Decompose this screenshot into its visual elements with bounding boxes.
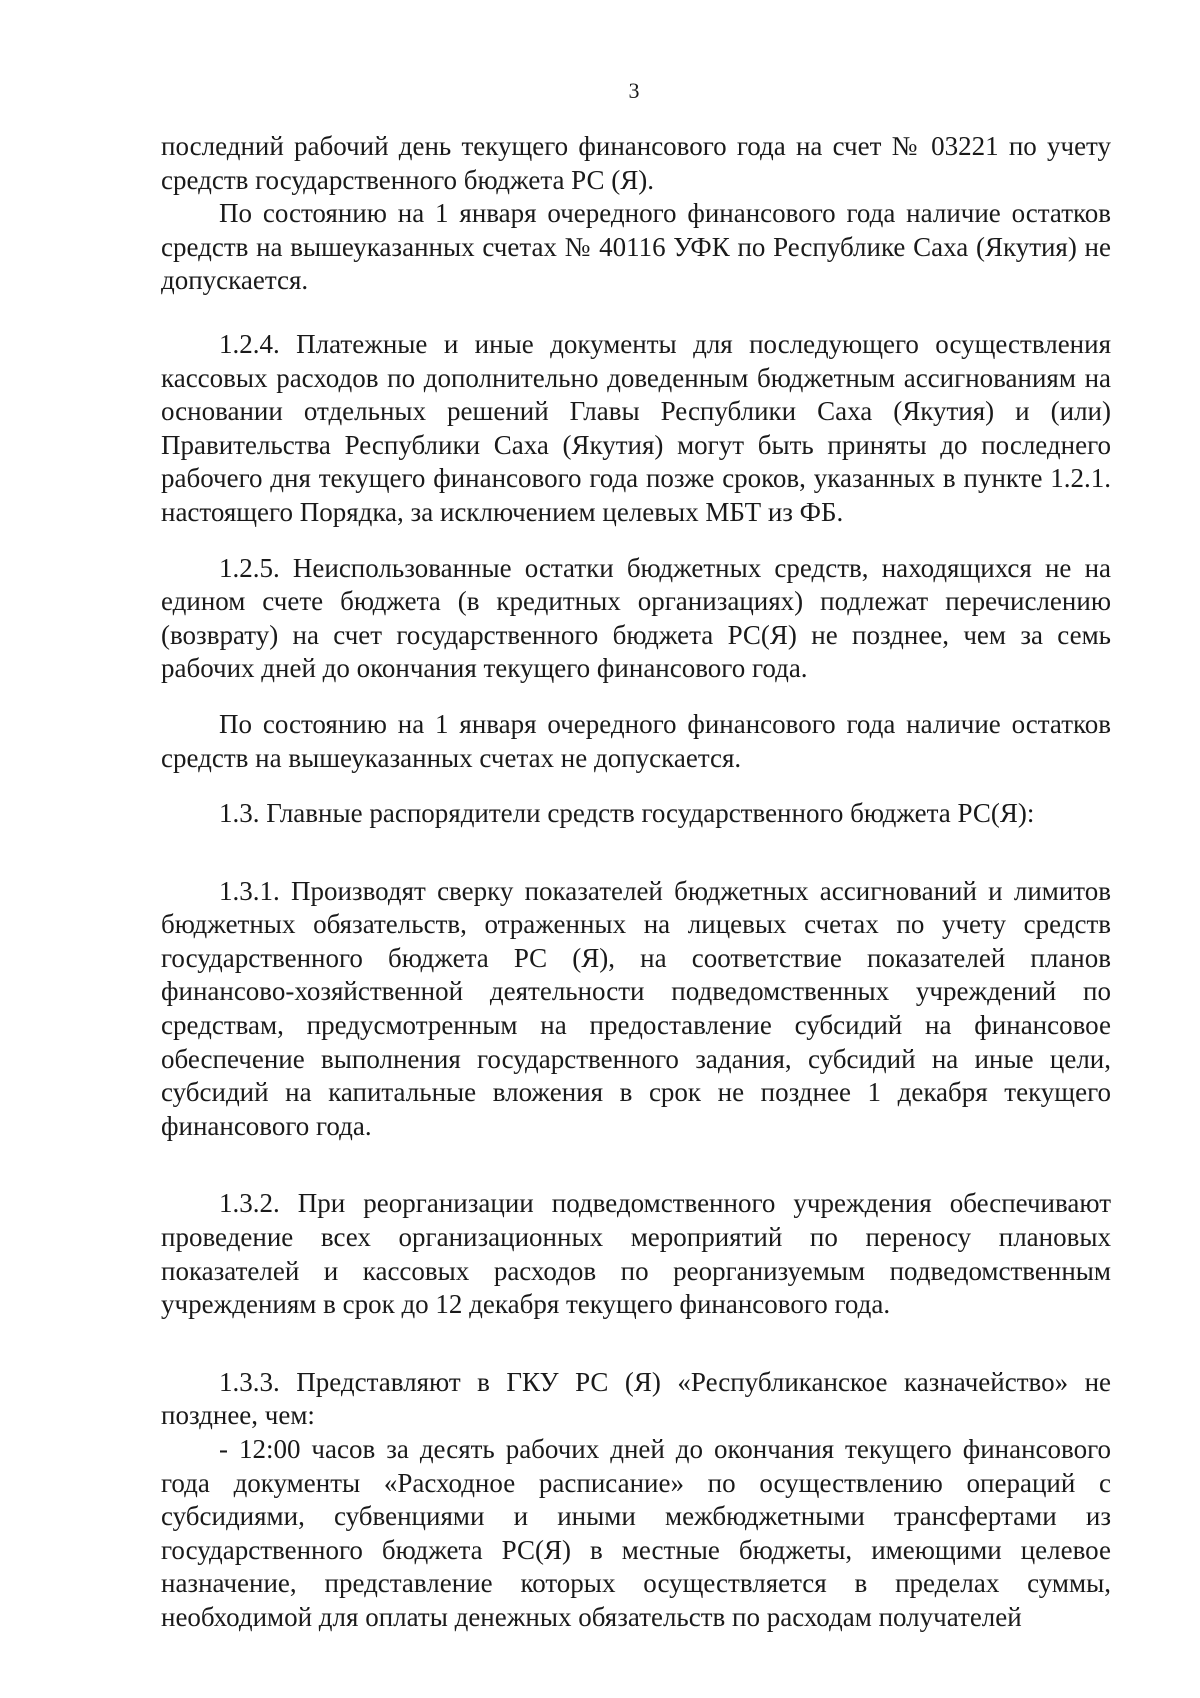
paragraph-balance-note-1: По состоянию на 1 января очередного финансового года наличие остатков средств на вышеуказанных счетах № 40116 УФК по Республике Саха (Якутия) не допускается. — [161, 198, 1111, 296]
paragraph-1-3-1: 1.3.1. Производят сверку показателей бюджетных ассигнований и лимитов бюджетных обязательств, отраженных на лицевых счетах по учету средств государственного бюджета РС (Я), на соответствие показателей планов финансово-хозяйственной деятельности подведомственных учреждений по средствам, предусмотренным на предоставление субсидий на финансовое обеспечение выполнения государственного задания, субсидий на иные цели, субсидий на капитальные вложения в срок не позднее 1 декабря текущего финансового года. — [161, 875, 1111, 1141]
paragraph-1-3: 1.3. Главные распорядители средств государственного бюджета РС(Я): — [219, 798, 1035, 829]
paragraph-1-3-3: 1.3.3. Представляют в ГКУ РС (Я) «Республиканское казначейство» не позднее, чем: — [161, 1366, 1111, 1431]
page-number: 3 — [628, 78, 640, 103]
document-body — [161, 130, 1111, 1635]
paragraph-1-3-3-item: - 12:00 часов за десять рабочих дней до окончания текущего финансового года документы «Расходное расписание» по осуществлению операций с субсидиями, субвенциями и иными межбюджетными трансфертами из государственного бюджета РС(Я) в местные бюджеты, имеющими целевое назначение, представление которых осуществляется в пределах суммы, необходимой для оплаты денежных обязательств по расходам получателей — [161, 1434, 1111, 1632]
paragraph-1-2-4: 1.2.4. Платежные и иные документы для последующего осуществления кассовых расходов по дополнительно доведенным бюджетным ассигнованиям на основании отдельных решений Главы Республики Саха (Якутия) и (или) Правительства Республики Саха (Якутия) могут быть приняты до последнего рабочего дня текущего финансового года позже сроков, указанных в пункте 1.2.1. настоящего Порядка, за исключением целевых МБТ из ФБ. — [161, 328, 1111, 527]
paragraph-continuation: последний рабочий день текущего финансового года на счет № 03221 по учету средств государственного бюджета РС (Я). — [161, 131, 1111, 195]
paragraph-balance-note-2: По состоянию на 1 января очередного финансового года наличие остатков средств на вышеуказанных счетах не допускается. — [161, 708, 1111, 773]
paragraph-1-2-5: 1.2.5. Неиспользованные остатки бюджетных средств, находящихся не на едином счете бюджета (в кредитных организациях) подлежат перечислению (возврату) на счет государственного бюджета РС(Я) не позднее, чем за семь рабочих дней до окончания текущего финансового года. — [161, 552, 1111, 684]
paragraph-1-3-2: 1.3.2. При реорганизации подведомственного учреждения обеспечивают проведение всех организационных мероприятий по переносу плановых показателей и кассовых расходов по реорганизуемым подведомственным учреждениям в срок до 12 декабря текущего финансового года. — [161, 1188, 1111, 1320]
